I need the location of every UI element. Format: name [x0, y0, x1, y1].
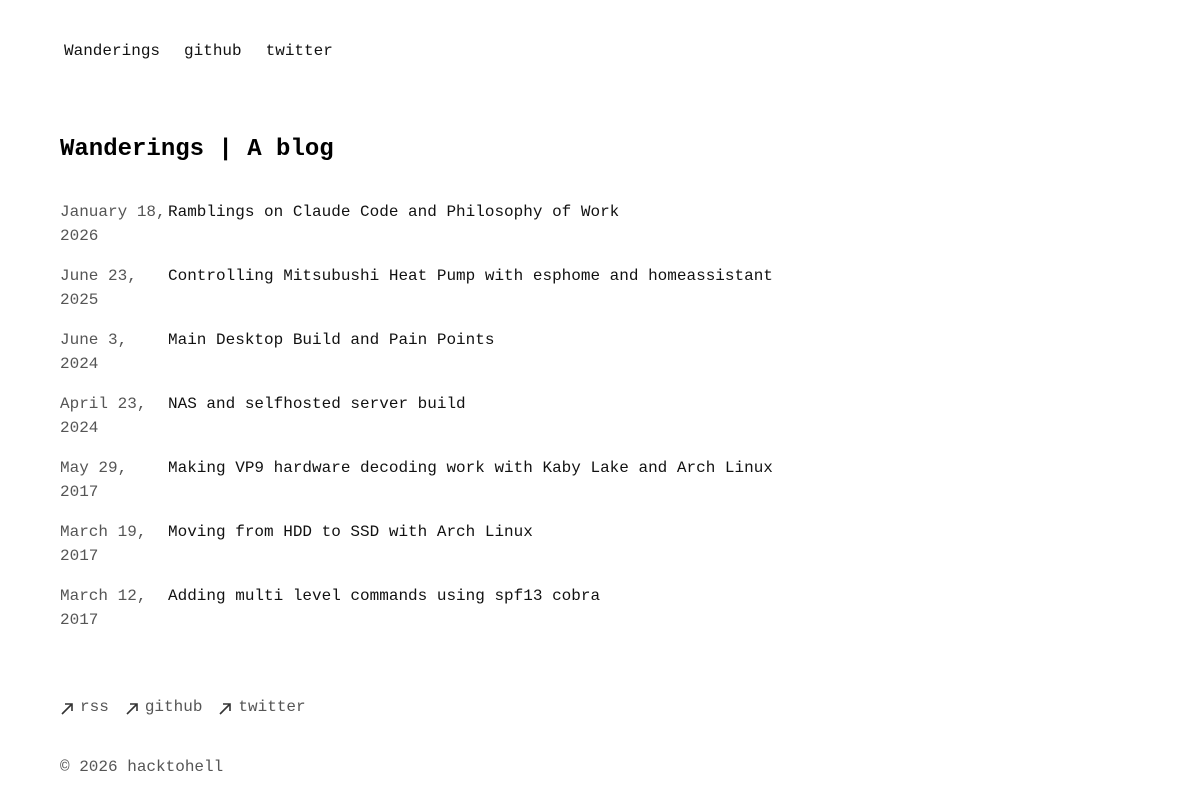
post-date: June 23, 2025 — [60, 267, 137, 309]
nav-link-wanderings[interactable]: Wanderings — [64, 42, 161, 60]
arrow-up-right-icon — [218, 702, 232, 716]
list-item — [60, 584, 773, 648]
copyright: © 2026 hacktohell — [60, 758, 224, 776]
post-link[interactable]: Main Desktop Build and Pain Points — [168, 331, 495, 349]
footer-link-rss[interactable] — [60, 696, 109, 718]
footer-link-label: rss — [80, 698, 109, 716]
arrow-up-right-icon — [60, 702, 74, 716]
footer-link-label: twitter — [238, 698, 306, 716]
list-item — [60, 392, 773, 456]
post-date: January 18, 2026 — [60, 203, 166, 245]
page-title: Wanderings | A blog — [60, 136, 334, 163]
post-link[interactable]: Ramblings on Claude Code and Philosophy of Work — [168, 203, 620, 221]
post-date: May 29, 2017 — [60, 459, 128, 501]
list-item — [60, 200, 773, 264]
list-item — [60, 456, 773, 520]
post-link[interactable]: Controlling Mitsubushi Heat Pump with esphome and homeassistant — [168, 267, 773, 285]
nav-link-github[interactable]: github — [184, 42, 242, 60]
list-item — [60, 328, 773, 392]
list-item — [60, 520, 773, 584]
post-link[interactable]: Adding multi level commands using spf13 cobra — [168, 587, 601, 605]
nav-link-twitter[interactable]: twitter — [265, 42, 333, 60]
post-link[interactable]: Making VP9 hardware decoding work with Kaby Lake and Arch Linux — [168, 459, 773, 477]
post-date: June 3, 2024 — [60, 331, 128, 373]
post-date: March 12, 2017 — [60, 587, 147, 629]
arrow-up-right-icon — [125, 702, 139, 716]
post-link[interactable]: Moving from HDD to SSD with Arch Linux — [168, 523, 533, 541]
footer-link-twitter[interactable] — [218, 696, 305, 718]
top-nav — [64, 40, 333, 62]
list-item — [60, 264, 773, 328]
post-date: March 19, 2017 — [60, 523, 147, 565]
post-date: April 23, 2024 — [60, 395, 147, 437]
footer-links — [60, 696, 306, 718]
post-link[interactable]: NAS and selfhosted server build — [168, 395, 466, 413]
footer-link-label: github — [144, 698, 203, 716]
post-list — [60, 200, 773, 648]
footer-link-github[interactable] — [125, 696, 203, 718]
